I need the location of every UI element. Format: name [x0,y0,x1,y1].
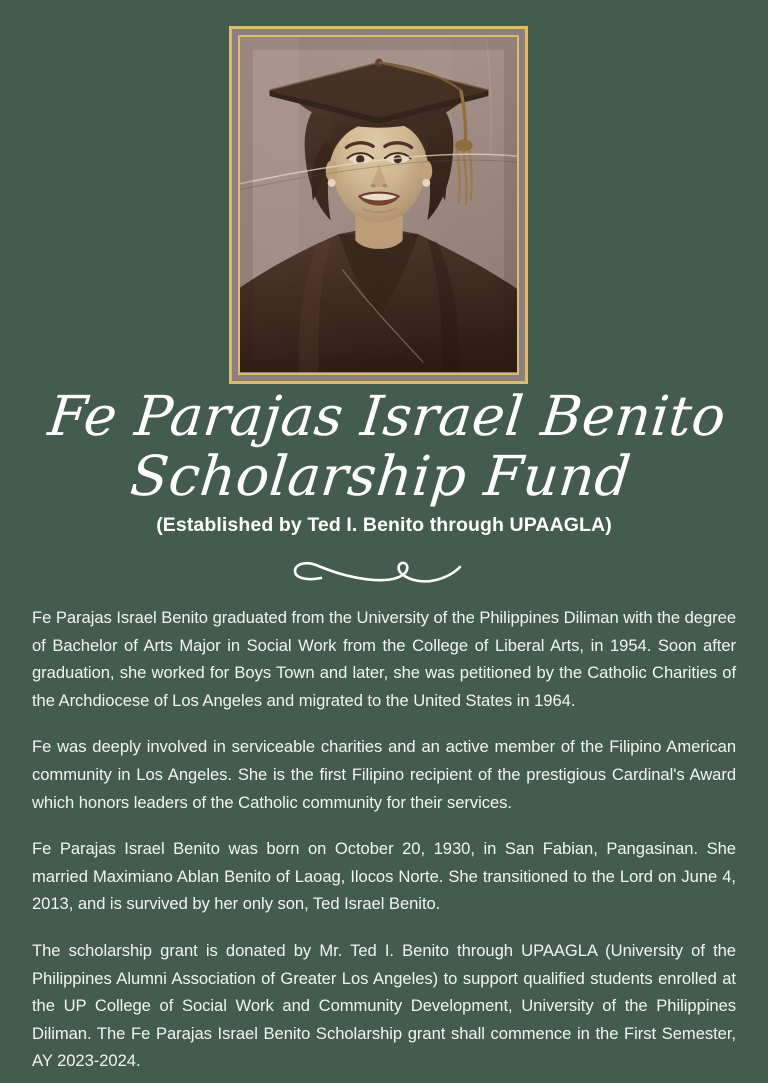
body-text [32,604,736,1075]
subtitle: (Established by Ted I. Benito through UPAAGLA) [156,514,612,536]
paragraph-2: Fe was deeply involved in serviceable charities and an active member of the Filipino American community in Los Angeles. She is the first Filipino recipient of the prestigious Cardinal's Award which honors leaders of the Catholic community for their services. [32,737,736,812]
paragraph-4: The scholarship grant is donated by Mr. Ted I. Benito through UPAAGLA (University of the Philippines Alumni Association of Greater Los Angeles) to support qualified students enrolled at the UP College of Social Work and Community Development, University of the Philippines Diliman. The Fe Parajas Israel Benito Scholarship grant shall commence in the First Semester, AY 2023-2024. [32,940,736,1071]
portrait-photo [240,37,517,372]
page-title [0,386,768,506]
portrait-frame [229,26,528,384]
flourish-ornament-icon [284,556,484,590]
title-line-1: Fe Parajas Israel Benito [45,384,730,448]
paragraph-1: Fe Parajas Israel Benito graduated from the University of the Philippines Diliman with the degree of Bachelor of Arts Major in Social Work from the College of Liberal Arts, in 1954. Soon after graduation, she worked for Boys Town and later, she was petitioned by the Catholic Charities of the Archdiocese of Los Angeles and migrated to the United States in 1964. [32,608,736,710]
paragraph-3: Fe Parajas Israel Benito was born on October 20, 1930, in San Fabian, Pangasinan. She married Maximiano Ablan Benito of Laoag, Ilocos Norte. She transitioned to the Lord on June 4, 2013, and is survived by her only son, Ted Israel Benito. [32,839,736,914]
title-line-2: Scholarship Fund [127,444,635,508]
frame-inner-border [238,35,519,375]
